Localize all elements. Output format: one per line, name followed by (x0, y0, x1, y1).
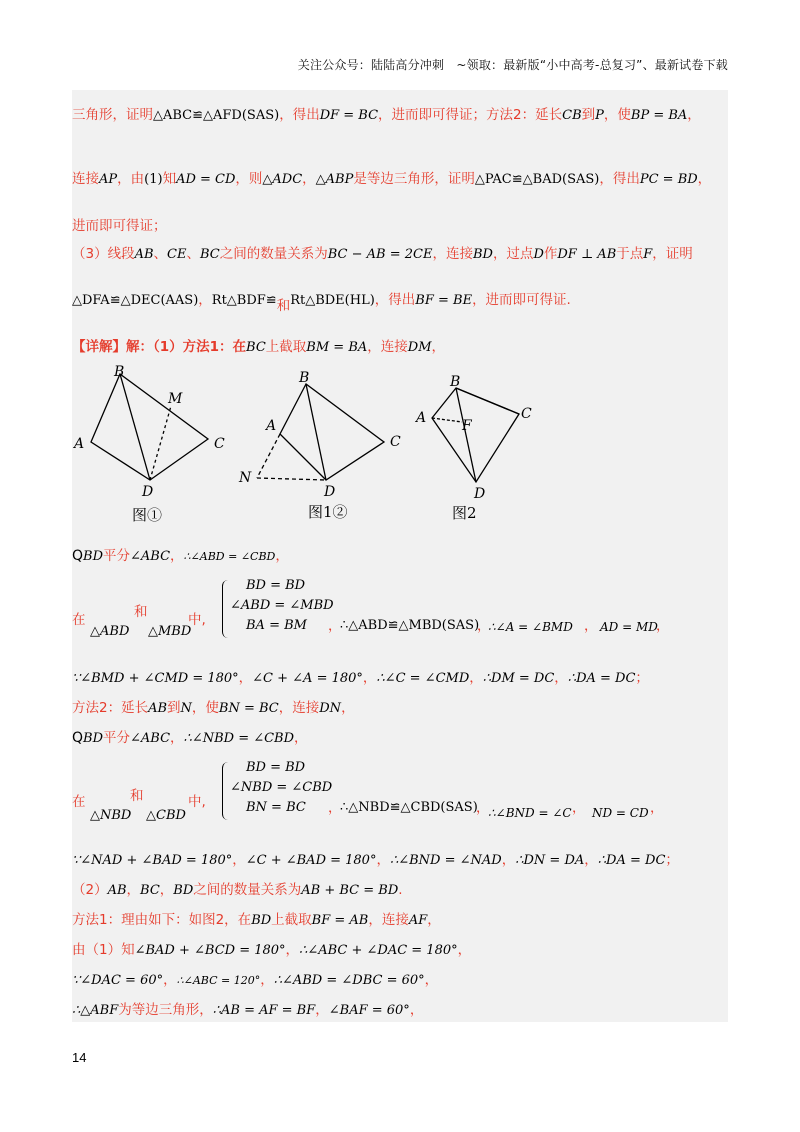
proof-block-1 (72, 578, 728, 640)
formula: △ABC≌△AFD(SAS) (153, 108, 280, 123)
formula: AB + BC = BD (301, 883, 399, 898)
formula: ∴AB = AF = BF (212, 1003, 316, 1018)
text: 知 (162, 171, 177, 187)
text: ，连接 (432, 246, 473, 262)
formula: △NBD (90, 808, 132, 823)
because-symbol: Q (72, 730, 84, 746)
label-b: B (299, 370, 310, 386)
text: ，进而即可得证. (472, 292, 571, 308)
formula: ∠ABC (130, 549, 171, 564)
text: 由（1）知 (72, 942, 135, 958)
text: 在 (72, 612, 86, 628)
formula: P (595, 108, 604, 123)
text: ， (170, 730, 184, 746)
text: ， (328, 800, 342, 816)
text-line-13 (72, 850, 679, 871)
text-line-16 (72, 940, 471, 961)
formula: BN = BC (218, 701, 279, 716)
text: 上截取 (265, 339, 307, 355)
label-d: D (474, 486, 486, 502)
text: 中, (188, 794, 206, 810)
text: ， (285, 942, 300, 958)
label-a: A (416, 410, 427, 426)
formula: ND = CD (592, 806, 649, 820)
formula: AP (99, 172, 118, 187)
formula: Rt△BDF≌ (211, 293, 277, 308)
formula: BD (251, 913, 272, 928)
formula: ∴DM = DC (482, 671, 555, 686)
detail-heading: 【详解】解：（1）方法1：在 (72, 339, 247, 355)
text: 中, (188, 612, 206, 628)
label-c: C (521, 406, 532, 422)
formula: △DFA≌△DEC(AAS) (72, 293, 199, 308)
text: ，使 (191, 700, 219, 716)
text: ，则 (235, 171, 263, 187)
text-line-18 (72, 1000, 423, 1021)
text: ， (376, 852, 390, 868)
text: ， (584, 852, 598, 868)
text-line-15 (72, 910, 441, 931)
text: 上截取 (271, 912, 312, 928)
formula: BC (199, 247, 220, 262)
text: ， (232, 852, 246, 868)
text: ， (469, 670, 483, 686)
formula: ∠C + ∠BAD = 180° (245, 853, 377, 868)
text-line-9 (72, 668, 649, 689)
text: （2） (72, 882, 108, 898)
text: ，使 (603, 107, 631, 123)
text-line-3 (72, 216, 167, 236)
text: 是等边三角形，证明 (353, 171, 475, 187)
formula: F (643, 247, 653, 262)
text: ， (427, 912, 441, 928)
text: ，连接 (278, 700, 320, 716)
text: ， (501, 852, 516, 868)
formula: ∠BAD + ∠BCD = 180° (134, 943, 286, 958)
formula: ∴△NBD≌△CBD(SAS) (340, 800, 478, 815)
formula: ∠ABC (130, 731, 171, 746)
text: ， (584, 618, 598, 634)
text: 之间的数量关系为 (193, 882, 302, 898)
text: 作 (543, 246, 558, 262)
text: ， (650, 800, 664, 816)
formula: ∠ABD = ∠MBD (230, 598, 334, 613)
text: 为等边三角形， (118, 1002, 213, 1018)
text: ，进而即可得证；方法2：延长 (378, 107, 563, 123)
text: 于点 (616, 246, 644, 262)
formula: DN (319, 701, 342, 716)
formula: ∠BAF = 60° (328, 1003, 410, 1018)
formula: BD (83, 731, 104, 746)
page-number: 14 (72, 1050, 87, 1065)
formula: ∴DA = DC (567, 671, 636, 686)
text: ，连接 (367, 339, 408, 355)
text: 之间的数量关系为 (219, 246, 328, 262)
text: 平分 (103, 730, 131, 746)
text: ， (260, 972, 274, 988)
formula: BC − AB = 2CE (327, 247, 433, 262)
label-d: D (324, 484, 336, 500)
text: ； (635, 670, 649, 686)
formula: AB (107, 883, 127, 898)
text: 平分 (103, 548, 131, 564)
text-line-10 (72, 698, 355, 719)
text-line-14 (72, 880, 403, 901)
text: 三角形，证明 (72, 107, 153, 123)
text: ， (302, 171, 316, 187)
label-f: F (462, 418, 472, 434)
formula: BC (246, 340, 266, 355)
formula: ∴∠BND = ∠NAD (389, 853, 502, 868)
label-c: C (214, 436, 225, 452)
text: 和 (134, 604, 148, 620)
text: ， (159, 882, 174, 898)
text: ， (572, 800, 586, 816)
formula: ∴∠ABD = ∠CBD (183, 550, 276, 563)
formula: BA = BM (246, 618, 307, 633)
text: ，得出 (279, 107, 320, 123)
text-line-6 (72, 337, 445, 358)
text: （3）线段 (72, 246, 135, 262)
formula: ∠C + ∠A = 180° (252, 671, 363, 686)
text: 、 (153, 246, 168, 262)
formula: AB (134, 247, 154, 262)
label-c: C (390, 434, 401, 450)
formula: ∴△ABF (72, 1003, 119, 1018)
formula: DM (407, 340, 432, 355)
formula: ∵∠BMD + ∠CMD = 180° (72, 671, 239, 686)
figure-caption: 图2 (452, 504, 477, 522)
figure-caption: 图1② (308, 503, 348, 521)
formula: △ADC (262, 172, 303, 187)
text: 方法1：理由如下：如图2，在 (72, 912, 252, 928)
formula: △ABD (90, 624, 130, 639)
formula: AF (408, 913, 428, 928)
formula: ∴∠ABD = ∠DBC = 60° (273, 973, 425, 988)
text: ，由 (117, 171, 145, 187)
formula: △PAC≌△BAD(SAS) (474, 172, 600, 187)
formula: (1) (144, 172, 163, 187)
formula: CB (562, 108, 582, 123)
formula: BD (173, 883, 194, 898)
label-b: B (114, 364, 125, 380)
formula: BN = BC (246, 800, 306, 815)
formula: ∴△ABD≌△MBD(SAS) (340, 618, 480, 633)
text: ， (238, 670, 253, 686)
text: 和 (276, 298, 291, 314)
formula: PC = BD (639, 172, 698, 187)
geometry-figures (72, 362, 532, 532)
formula: BD (83, 549, 104, 564)
text-line-4 (72, 244, 693, 265)
formula: ∴∠BND = ∠C (488, 806, 572, 820)
formula: ∴∠NBD = ∠CBD (183, 731, 295, 746)
text: ， (477, 618, 491, 634)
text: ，连接 (368, 912, 409, 928)
label-m: M (168, 391, 183, 407)
text: ， (554, 670, 568, 686)
formula: CE (167, 247, 187, 262)
label-a: A (266, 418, 277, 434)
text: ； (665, 852, 679, 868)
text: ， (275, 548, 289, 564)
text: ， (341, 700, 355, 716)
solution-panel (72, 90, 728, 1022)
formula: AD = CD (176, 172, 236, 187)
text-line-5 (72, 290, 571, 314)
formula: BP = BA (630, 108, 688, 123)
formula: BF = AB (311, 913, 369, 928)
formula: △MBD (148, 624, 192, 639)
formula: ∴∠C = ∠CMD (376, 671, 470, 686)
text: 连接 (72, 171, 99, 187)
label-a: A (74, 436, 85, 452)
text: ， (170, 548, 184, 564)
formula: AB (148, 701, 168, 716)
text: ，证明 (652, 246, 693, 262)
figure-caption: 图① (132, 506, 163, 524)
text: ，得出 (374, 292, 416, 308)
formula: BD = BD (246, 578, 306, 593)
text: 方法2：延长 (72, 700, 149, 716)
text: ， (687, 107, 701, 123)
formula: D (533, 247, 544, 262)
text: ， (656, 618, 670, 634)
proof-block-2 (72, 760, 728, 826)
page-header: 关注公众号：陆陆高分冲刺 ~领取：最新版“小中高考-总复习”、最新试卷下载 (297, 58, 728, 72)
formula: BM = BA (306, 340, 368, 355)
formula: N (180, 701, 192, 716)
text: ， (424, 972, 439, 988)
text-line-7 (72, 546, 289, 567)
text: ， (409, 1002, 424, 1018)
because-symbol: Q (72, 548, 84, 564)
formula: △ABP (315, 172, 354, 187)
label-b: B (450, 374, 461, 390)
text: ， (697, 171, 712, 187)
text: ，过点 (492, 246, 534, 262)
formula: BC (140, 883, 160, 898)
text: ， (476, 800, 490, 816)
formula: Rt△BDE(HL) (290, 293, 375, 308)
text: ， (362, 670, 377, 686)
text: ， (457, 942, 472, 958)
text: 和 (130, 788, 144, 804)
formula: DF ⊥ AB (557, 247, 617, 262)
text: 到 (167, 700, 181, 716)
text: 进而即可得证； (72, 218, 167, 234)
formula: BD = BD (246, 760, 306, 775)
formula: ∴∠A = ∠BMD (488, 620, 573, 634)
formula: △CBD (146, 808, 186, 823)
text: 在 (72, 794, 86, 810)
text: ， (294, 730, 308, 746)
text: ， (126, 882, 141, 898)
text: 、 (186, 246, 200, 262)
text: ， (163, 972, 177, 988)
formula: ∠NBD = ∠CBD (230, 780, 333, 795)
text-line-17 (72, 970, 438, 991)
text-line-11 (72, 728, 308, 749)
figure-3 (432, 388, 519, 482)
text: 到 (581, 107, 596, 123)
text: ， (431, 339, 445, 355)
label-d: D (142, 484, 154, 500)
label-n: N (239, 470, 252, 486)
text: . (398, 882, 403, 898)
formula: ∵∠DAC = 60° (72, 973, 164, 988)
formula: ∴∠ABC = 120° (176, 974, 261, 987)
formula: ∵∠NAD + ∠BAD = 180° (72, 853, 233, 868)
formula: ∴∠ABC + ∠DAC = 180° (299, 943, 458, 958)
figure-1 (91, 374, 208, 480)
formula: BF = BE (415, 293, 473, 308)
formula: BD (472, 247, 493, 262)
formula: ∴DN = DA (515, 853, 585, 868)
text: ， (198, 292, 212, 308)
formula: ∴DA = DC (597, 853, 666, 868)
text-line-1 (72, 105, 701, 126)
text: ， (315, 1002, 329, 1018)
text-line-2 (72, 169, 711, 190)
text: ，得出 (599, 171, 640, 187)
formula: AD = MD (600, 620, 658, 634)
formula: DF = BC (319, 108, 379, 123)
text: ， (328, 618, 342, 634)
